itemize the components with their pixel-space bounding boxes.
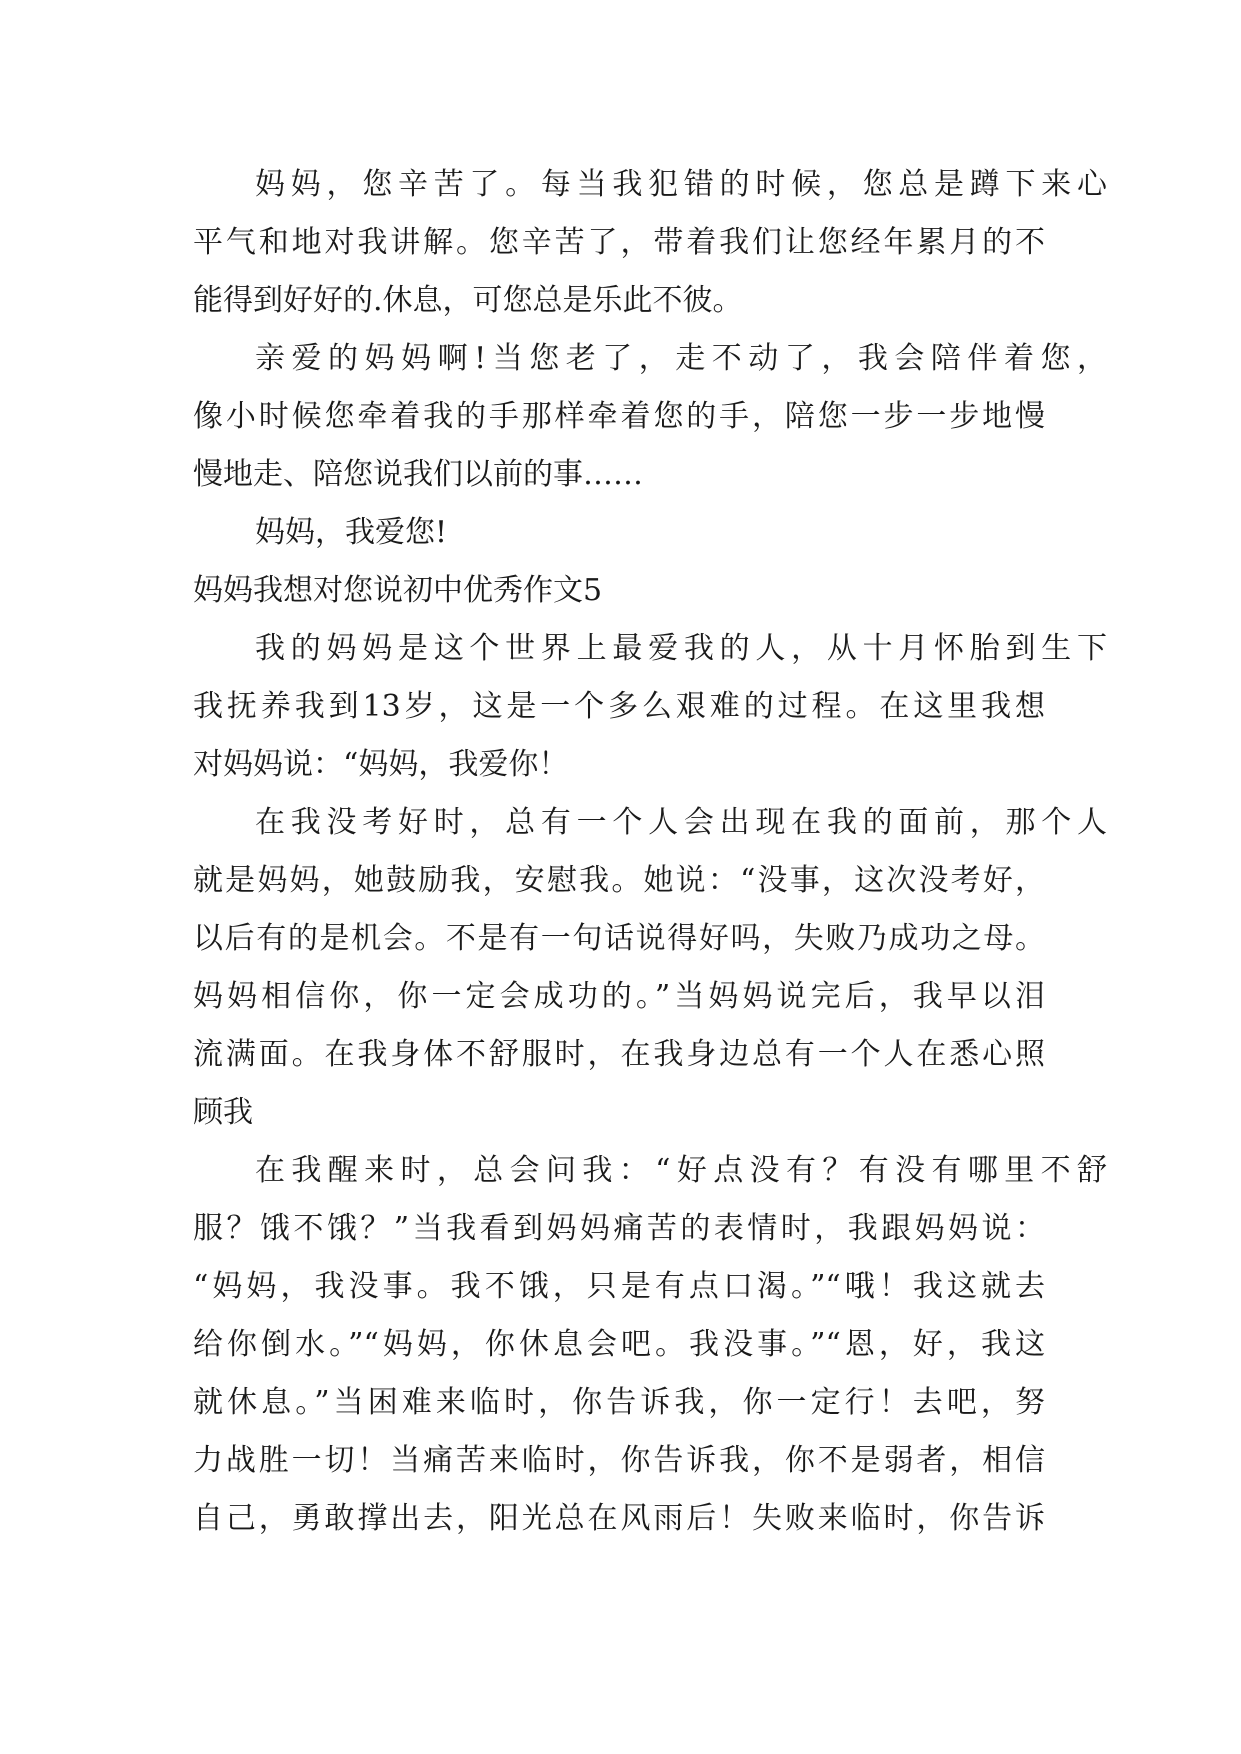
text-line: 就休息。”当困难来临时，你告诉我，你一定行！去吧，努 [193, 1385, 1045, 1420]
text-line: 亲爱的妈妈啊!当您老了，走不动了，我会陪伴着您， [255, 341, 1107, 376]
text-line: 我的妈妈是这个世界上最爱我的人，从十月怀胎到生下 [255, 631, 1107, 666]
text-line: 力战胜一切！当痛苦来临时，你告诉我，你不是弱者，相信 [193, 1443, 1045, 1478]
text-line: 妈妈相信你，你一定会成功的。”当妈妈说完后，我早以泪 [193, 979, 1045, 1014]
text-line: 服？饿不饿？”当我看到妈妈痛苦的表情时，我跟妈妈说： [193, 1211, 1045, 1246]
text-line: “妈妈，我没事。我不饿，只是有点口渴。”“哦！我这就去 [193, 1269, 1045, 1304]
text-line: 我抚养我到13岁，这是一个多么艰难的过程。在这里我想 [193, 689, 1045, 724]
text-line: 自己，勇敢撑出去，阳光总在风雨后！失败来临时，你告诉 [193, 1501, 1045, 1536]
text-line: 顾我 [193, 1095, 253, 1130]
text-line: 给你倒水。”“妈妈，你休息会吧。我没事。”“恩，好，我这 [193, 1327, 1045, 1362]
text-line: 慢地走、陪您说我们以前的事…… [193, 457, 643, 492]
text-line: 像小时候您牵着我的手那样牵着您的手，陪您一步一步地慢 [193, 399, 1045, 434]
text-line: 流满面。在我身体不舒服时，在我身边总有一个人在悉心照 [193, 1037, 1045, 1072]
essay-heading: 妈妈我想对您说初中优秀作文5 [193, 573, 603, 608]
text-line: 妈妈，您辛苦了。每当我犯错的时候，您总是蹲下来心 [255, 167, 1107, 202]
text-line: 对妈妈说：“妈妈，我爱你！ [193, 747, 569, 782]
text-line: 妈妈，我爱您! [255, 515, 448, 550]
text-line: 在我没考好时，总有一个人会出现在我的面前，那个人 [255, 805, 1107, 840]
text-line: 以后有的是机会。不是有一句话说得好吗，失败乃成功之母。 [193, 921, 1045, 956]
text-line: 平气和地对我讲解。您辛苦了，带着我们让您经年累月的不 [193, 225, 1045, 260]
essay-text [193, 156, 1107, 1548]
text-line: 就是妈妈，她鼓励我，安慰我。她说：“没事，这次没考好， [193, 863, 1045, 898]
text-line: 在我醒来时，总会问我：“好点没有？有没有哪里不舒 [255, 1153, 1107, 1188]
text-line: 能得到好好的.休息，可您总是乐此不彼。 [193, 283, 743, 318]
